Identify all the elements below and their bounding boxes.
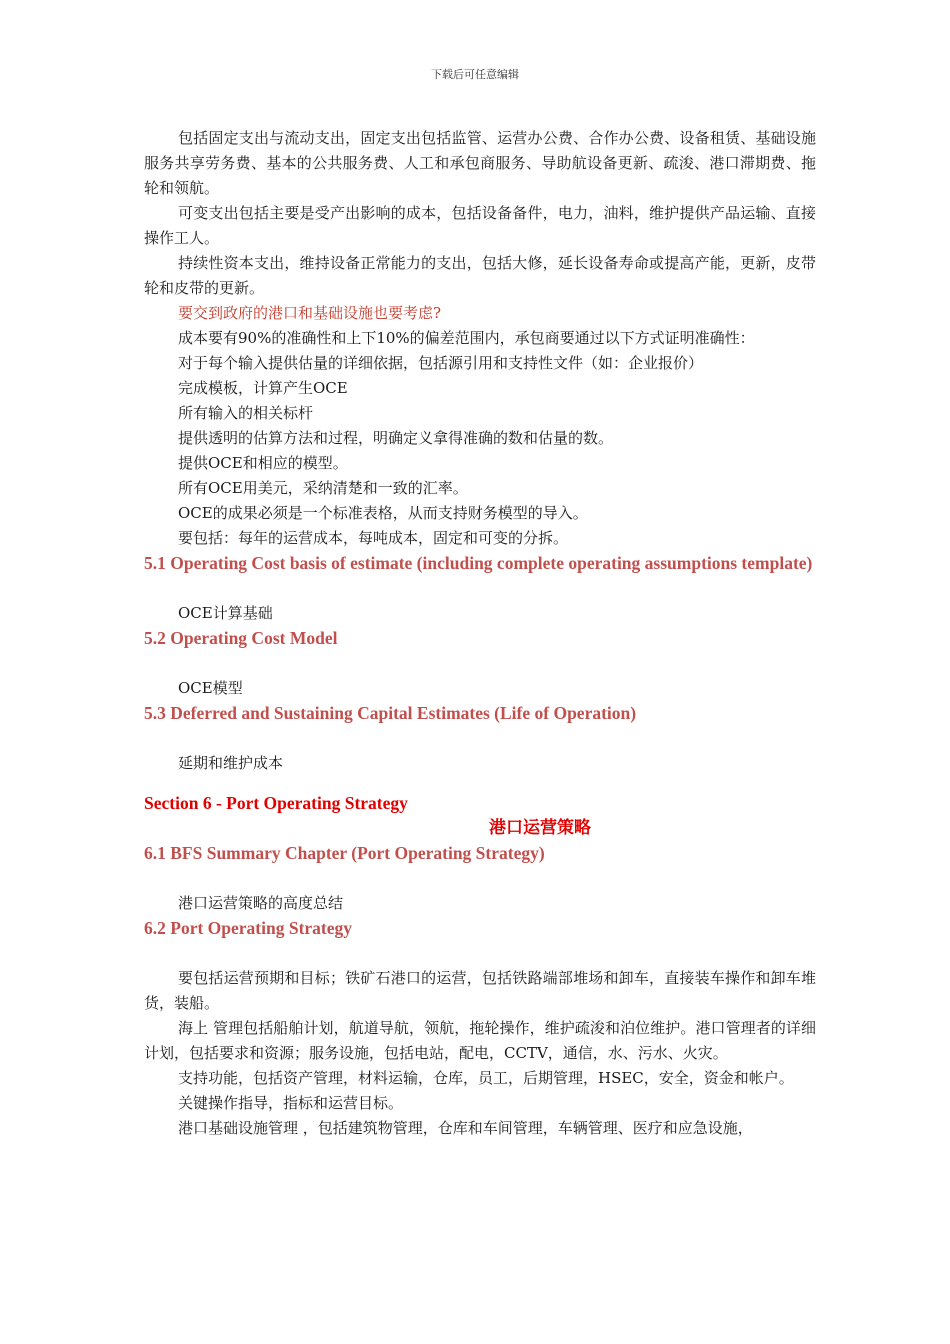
paragraph-operations: 要包括运营预期和目标；铁矿石港口的运营，包括铁路端部堆场和卸车，直接装车操作和卸车堆货，装船。 — [144, 969, 816, 1012]
paragraph-support-functions: 支持功能，包括资产管理，材料运输，仓库，员工，后期管理，HSEC，安全，资金和帐户。 — [178, 1069, 794, 1087]
paragraph-variable-costs: 可变支出包括主要是受产出影响的成本，包括设备备件，电力，油料，维护提供产品运输、直接操作工人。 — [144, 204, 816, 247]
spacer — [144, 866, 816, 891]
list-line: 提供OCE和相应的模型。 — [178, 454, 348, 472]
list-line: 所有输入的相关标杆 — [178, 404, 314, 422]
section-5-2-note: OCE模型 — [178, 679, 243, 697]
section-5-1-note: OCE计算基础 — [178, 604, 273, 622]
spacer — [144, 726, 816, 751]
section-6-cn-title: 港口运营策略 — [489, 818, 591, 838]
list-line: 要包括：每年的运营成本，每吨成本，固定和可变的分拆。 — [178, 529, 569, 547]
section-5-2-heading: 5.2 Operating Cost Model — [144, 628, 338, 648]
paragraph-infrastructure: 港口基础设施管理 ，包括建筑物管理，仓库和车间管理，车辆管理、医疗和应急设施， — [178, 1119, 753, 1137]
section-6-1-heading: 6.1 BFS Summary Chapter (Port Operating Strategy) — [144, 843, 545, 863]
section-6-1-note: 港口运营策略的高度总结 — [178, 894, 344, 912]
section-5-1-heading: 5.1 Operating Cost basis of estimate (including complete operating assumptions template) — [144, 553, 813, 573]
spacer — [144, 576, 816, 601]
paragraph-fixed-variable-costs: 包括固定支出与流动支出，固定支出包括监管、运营办公费、合作办公费、设备租赁、基础设施服务共享劳务费、基本的公共服务费、人工和承包商服务、导助航设备更新、疏浚、港口滞期费、拖轮和领航。 — [144, 129, 816, 197]
list-line: OCE的成果必须是一个标准表格，从而支持财务模型的导入。 — [178, 504, 588, 522]
list-line: 对于每个输入提供估量的详细依据，包括源引用和支持性文件（如：企业报价） — [178, 354, 704, 372]
list-line: 完成模板，计算产生OCE — [178, 379, 348, 397]
section-6-2-heading: 6.2 Port Operating Strategy — [144, 918, 353, 938]
page-header: 下载后可任意编辑 — [431, 68, 519, 81]
section-5-3-note: 延期和维护成本 — [178, 754, 284, 772]
paragraph-marine-management: 海上 管理包括船舶计划，航道导航，领航，拖轮操作，维护疏浚和泊位维护。港口管理者的详细计划，包括要求和资源；服务设施，包括电站，配电，CCTV，通信，水、污水、火灾。 — [144, 1019, 816, 1062]
red-note: 要交到政府的港口和基础设施也要考虑? — [178, 304, 442, 322]
list-line: 提供透明的估算方法和过程，明确定义拿得准确的数和估量的数。 — [178, 429, 614, 447]
document-body — [144, 126, 816, 1141]
spacer — [144, 651, 816, 676]
paragraph-key-guidance: 关键操作指导，指标和运营目标。 — [178, 1094, 404, 1112]
spacer — [144, 941, 816, 966]
list-line: 成本要有90%的准确性和上下10%的偏差范围内，承包商要通过以下方式证明准确性： — [178, 329, 755, 347]
spacer — [144, 776, 816, 791]
section-5-3-heading: 5.3 Deferred and Sustaining Capital Estimates (Life of Operation) — [144, 703, 637, 723]
list-line: 所有OCE用美元，采纳清楚和一致的汇率。 — [178, 479, 468, 497]
section-6-heading: Section 6 - Port Operating Strategy — [144, 793, 408, 813]
paragraph-sustaining-capex: 持续性资本支出，维持设备正常能力的支出，包括大修，延长设备寿命或提高产能，更新，皮带轮和皮带的更新。 — [144, 254, 816, 297]
